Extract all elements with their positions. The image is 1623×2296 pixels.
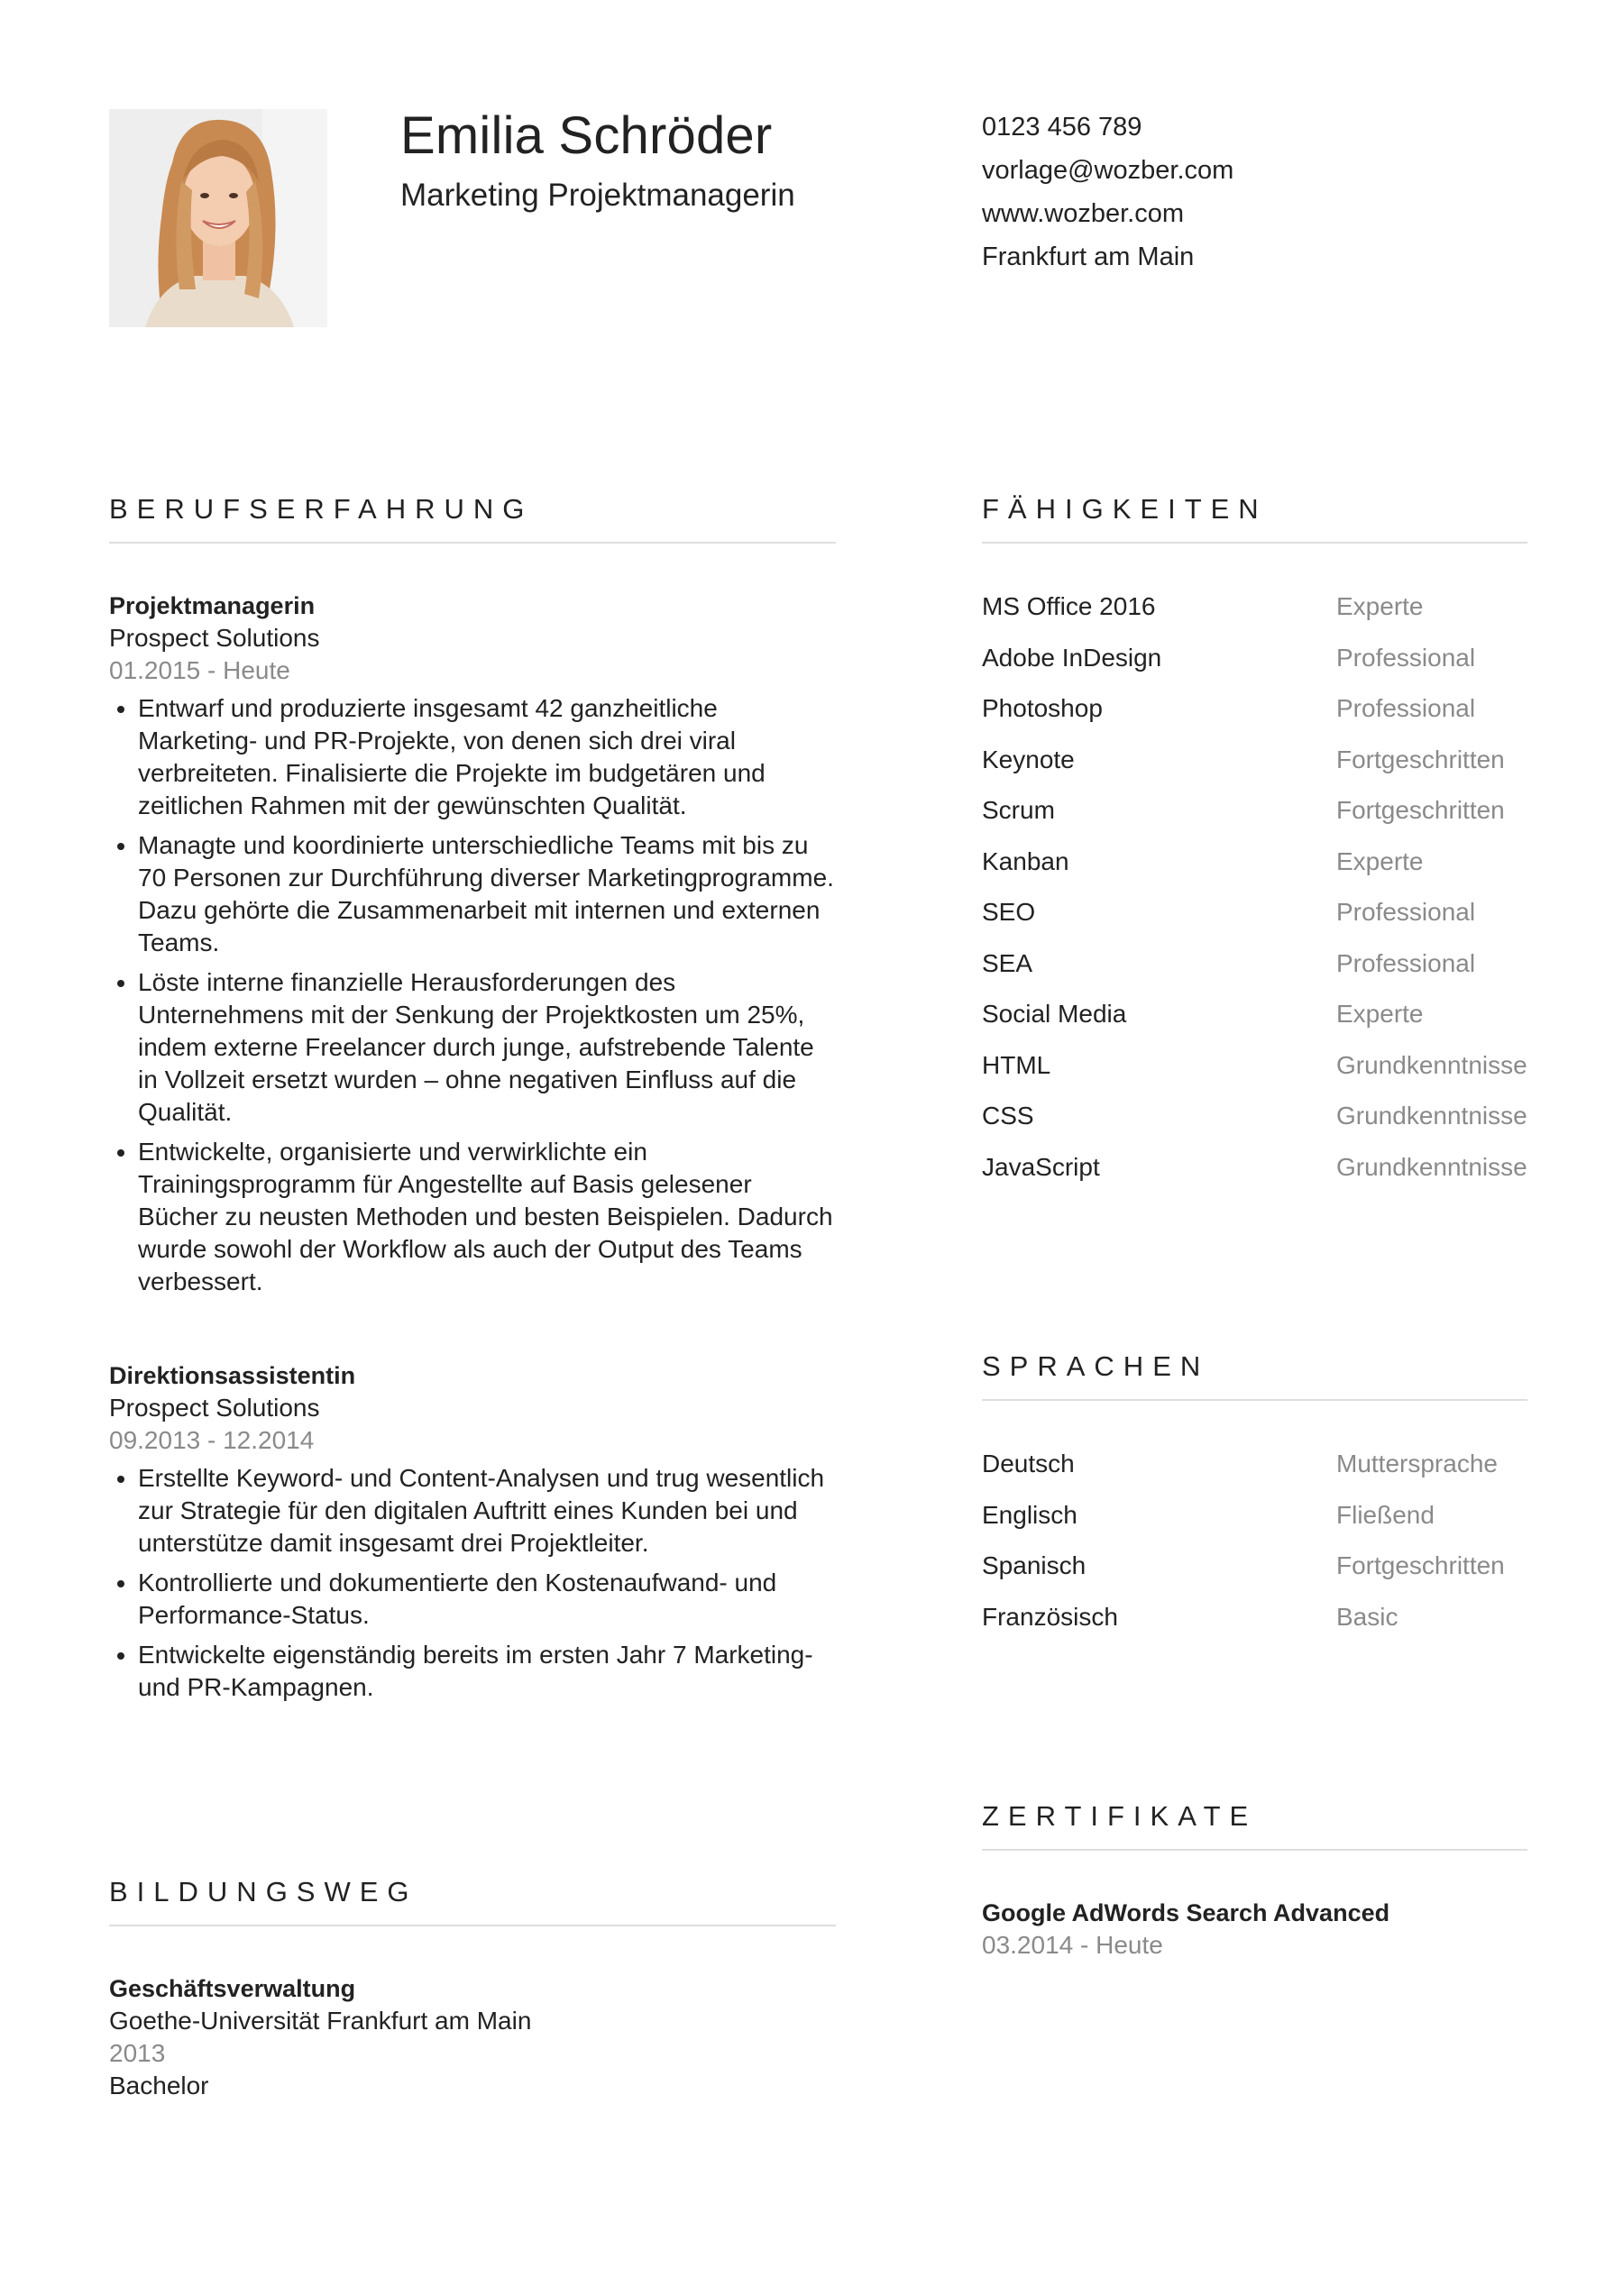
skill-row xyxy=(982,887,1527,938)
candidate-name: Emilia Schröder xyxy=(400,106,773,165)
skill-name: Photoshop xyxy=(982,694,1103,723)
language-level: Fortgeschritten xyxy=(1336,1551,1505,1580)
skill-row xyxy=(982,785,1527,837)
language-level: Muttersprache xyxy=(1336,1450,1498,1478)
language-name: Französisch xyxy=(982,1602,1118,1631)
certificate-entry xyxy=(982,1897,1527,1962)
skills-section-header xyxy=(982,493,1527,544)
language-row xyxy=(982,1592,1527,1643)
skill-name: Adobe InDesign xyxy=(982,643,1162,672)
job-bullets xyxy=(109,692,836,1298)
skill-level: Experte xyxy=(1336,846,1424,875)
contact-website: www.wozber.com xyxy=(982,199,1185,228)
skill-name: JavaScript xyxy=(982,1152,1100,1181)
contact-list xyxy=(982,105,1233,279)
job-date: 01.2015 - Heute xyxy=(109,656,290,684)
job-title: Direktionsassistentin xyxy=(109,1362,356,1389)
skill-level: Grundkenntnisse xyxy=(1336,1050,1527,1079)
skill-level: Experte xyxy=(1336,1000,1424,1029)
skills-heading: FÄHIGKEITEN xyxy=(982,493,1268,525)
education-heading: BILDUNGSWEG xyxy=(109,1876,418,1907)
education-section-header xyxy=(109,1876,836,1926)
skill-name: CSS xyxy=(982,1102,1034,1130)
language-name: Spanisch xyxy=(982,1551,1087,1580)
job-company: Prospect Solutions xyxy=(109,1394,320,1422)
skill-name: SEA xyxy=(982,948,1033,977)
certificate-name: Google AdWords Search Advanced xyxy=(982,1899,1390,1926)
portrait-image xyxy=(109,109,327,327)
language-name: Englisch xyxy=(982,1500,1077,1529)
skill-name: Social Media xyxy=(982,1000,1127,1029)
language-row xyxy=(982,1439,1527,1490)
job-date: 09.2013 - 12.2014 xyxy=(109,1426,315,1454)
education-degree: Geschäftsverwaltung xyxy=(109,1975,356,2002)
certificates-heading: ZERTIFIKATE xyxy=(982,1800,1258,1832)
job-bullet: • Erstellte Keyword- und Content-Analysen und trug wesentlich zur Strategie für den digitalen Auftritt eines Kunden bei und unterstütze damit insgesamt drei Projektleiter. xyxy=(138,1462,836,1560)
languages-list xyxy=(982,1439,1527,1642)
experience-section-header xyxy=(109,493,836,544)
job-bullet: • Entwickelte, organisierte und verwirklichte ein Trainingsprogramm für Angestellte auf Basis gelesener Bücher zu neusten Methoden und besten Beispielen. Dadurch wurde sowohl der Workflow als auch der Output des Teams verbessert. xyxy=(138,1136,836,1298)
skill-level: Professional xyxy=(1336,643,1476,672)
skill-level: Fortgeschritten xyxy=(1336,745,1505,773)
language-row xyxy=(982,1541,1527,1592)
skill-row xyxy=(982,989,1527,1040)
job-bullet: • Entwickelte eigenständig bereits im ersten Jahr 7 Marketing- und PR-Kampagnen. xyxy=(138,1639,836,1704)
skill-row xyxy=(982,1040,1527,1092)
skill-level: Grundkenntnisse xyxy=(1336,1152,1527,1181)
skill-row xyxy=(982,735,1527,786)
languages-section-header xyxy=(982,1350,1527,1401)
skill-name: MS Office 2016 xyxy=(982,592,1156,621)
job-title: Projektmanagerin xyxy=(109,592,316,619)
education-level: Bachelor xyxy=(109,2072,209,2099)
skill-level: Grundkenntnisse xyxy=(1336,1102,1527,1130)
job-bullet: • Managte und koordinierte unterschiedliche Teams mit bis zu 70 Personen zur Durchführung diverser Marketingprogramme. Dazu gehörte die Zusammenarbeit mit internen und externen Teams. xyxy=(138,829,836,959)
experience-heading: BERUFSERFAHRUNG xyxy=(109,493,534,525)
profile-photo xyxy=(109,109,327,327)
skill-row xyxy=(982,683,1527,735)
certificates-section-header xyxy=(982,1800,1527,1851)
skill-name: HTML xyxy=(982,1050,1051,1079)
skill-name: SEO xyxy=(982,898,1036,927)
language-level: Basic xyxy=(1336,1602,1398,1631)
skill-row xyxy=(982,1091,1527,1142)
languages-heading: SPRACHEN xyxy=(982,1350,1210,1382)
education-school: Goethe-Universität Frankfurt am Main xyxy=(109,2007,532,2035)
job-bullets xyxy=(109,1462,836,1704)
contact-phone: 0123 456 789 xyxy=(982,113,1142,142)
experience-entry xyxy=(109,1359,836,1711)
skills-list xyxy=(982,581,1527,1193)
contact-location: Frankfurt am Main xyxy=(982,242,1195,271)
education-year: 2013 xyxy=(109,2039,166,2067)
language-row xyxy=(982,1490,1527,1541)
contact-email: vorlage@wozber.com xyxy=(982,156,1234,185)
candidate-role: Marketing Projektmanagerin xyxy=(400,178,795,213)
education-entry xyxy=(109,1972,836,2102)
skill-level: Experte xyxy=(1336,592,1424,621)
skill-row xyxy=(982,633,1527,684)
job-bullet: • Entwarf und produzierte insgesamt 42 ganzheitliche Marketing- und PR-Projekte, von denen sich drei viral verbreiteten. Finalisierte die Projekte im budgetären und zeitlichen Rahmen mit der gewünschten Qualität. xyxy=(138,692,836,822)
skill-level: Professional xyxy=(1336,948,1476,977)
skill-row xyxy=(982,581,1527,633)
skill-name: Keynote xyxy=(982,745,1075,773)
skill-row xyxy=(982,837,1527,888)
skill-level: Professional xyxy=(1336,898,1476,927)
skill-name: Scrum xyxy=(982,796,1055,825)
skill-level: Fortgeschritten xyxy=(1336,796,1505,825)
experience-entry xyxy=(109,590,836,1305)
job-company: Prospect Solutions xyxy=(109,624,320,652)
skill-row xyxy=(982,938,1527,990)
skill-name: Kanban xyxy=(982,846,1069,875)
skill-row xyxy=(982,1142,1527,1194)
language-name: Deutsch xyxy=(982,1450,1075,1478)
skill-level: Professional xyxy=(1336,694,1476,723)
language-level: Fließend xyxy=(1336,1500,1435,1529)
job-bullet: • Kontrollierte und dokumentierte den Kostenaufwand- und Performance-Status. xyxy=(138,1567,836,1632)
job-bullet: • Löste interne finanzielle Herausforderungen des Unternehmens mit der Senkung der Projektkosten um 25%, indem externe Freelancer durch junge, aufstrebende Talente in Vollzeit ersetzt wurden – ohne negativen Einfluss auf die Qualität. xyxy=(138,966,836,1129)
certificate-date: 03.2014 - Heute xyxy=(982,1931,1163,1959)
